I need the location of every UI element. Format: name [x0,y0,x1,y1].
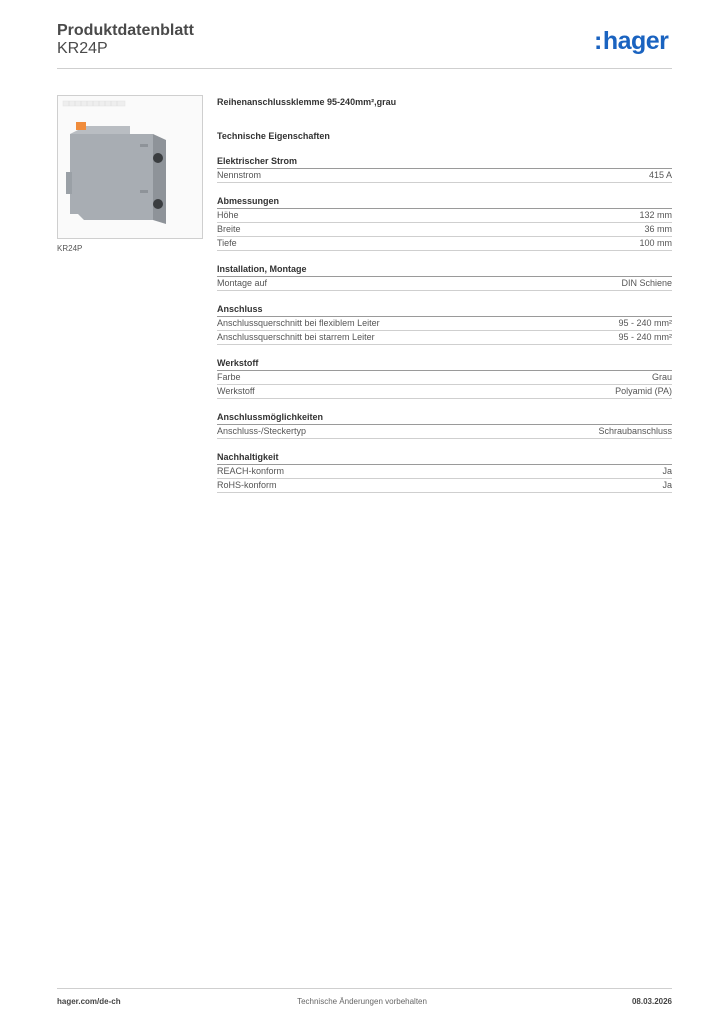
spec-label: Anschlussquerschnitt bei starrem Leiter [217,332,375,342]
product-description: Reihenanschlussklemme 95-240mm²,grau [217,97,397,107]
spec-row [217,237,672,251]
spec-value: 100 mm [639,238,672,248]
spec-value: 95 - 240 mm² [618,332,672,342]
spec-group-dimensions [217,195,672,251]
terminal-block-illustration [58,96,202,238]
spec-group-title: Elektrischer Strom [217,155,672,169]
spec-label: REACH-konform [217,466,285,476]
spec-row [217,223,672,237]
spec-row [217,209,672,223]
spec-row [217,465,672,479]
spec-label: RoHS-konform [217,480,277,490]
spec-row [217,169,672,183]
spec-group-connection [217,303,672,345]
spec-label: Montage auf [217,278,268,288]
spec-row [217,277,672,291]
spec-label: Tiefe [217,238,237,248]
spec-label: Anschlussquerschnitt bei flexiblem Leiter [217,318,380,328]
spec-group-title: Anschluss [217,303,672,317]
spec-value: 95 - 240 mm² [618,318,672,328]
spec-value: DIN Schiene [621,278,672,288]
spec-label: Breite [217,224,241,234]
spec-group-installation [217,263,672,291]
spec-group-electrical [217,155,672,183]
spec-label: Anschluss-/Steckertyp [217,426,307,436]
spec-label: Werkstoff [217,386,255,396]
footer-date: 08.03.2026 [631,997,672,1006]
spec-group-title: Werkstoff [217,357,672,371]
spec-value: Polyamid (PA) [615,386,672,396]
spec-row [217,331,672,345]
spec-group-title: Anschlussmöglichkeiten [217,411,672,425]
image-caption: KR24P [57,244,83,253]
spec-label: Farbe [217,372,241,382]
spec-group-title: Nachhaltigkeit [217,451,672,465]
spec-value: 415 A [648,170,672,180]
logo-colon-icon: : [594,27,602,55]
product-details [217,95,672,493]
product-code-subtitle: KR24P [57,40,108,57]
spec-group-title: Abmessungen [217,195,672,209]
spec-label: Nennstrom [217,170,262,180]
spec-label: Höhe [217,210,239,220]
spec-value: 132 mm [639,210,672,220]
spec-row [217,425,672,439]
spec-row [217,371,672,385]
spec-value: Schraubanschluss [598,426,672,436]
spec-group-connection-options [217,411,672,439]
footer-website-link[interactable]: hager.com/de-ch [57,997,121,1006]
footer-notice: Technische Änderungen vorbehalten [297,997,427,1006]
spec-row [217,479,672,493]
spec-value: Ja [662,466,672,476]
product-image [57,95,203,239]
spec-group-title: Installation, Montage [217,263,672,277]
page-title: Produktdatenblatt [57,22,194,39]
spec-row [217,385,672,399]
footer-divider [57,988,672,989]
logo-text: hager [602,27,669,55]
header-divider [57,68,672,69]
spec-value: 36 mm [644,224,672,234]
technical-heading: Technische Eigenschaften [217,131,330,141]
spec-value: Ja [662,480,672,490]
hager-logo [594,28,668,54]
spec-row [217,317,672,331]
spec-group-material [217,357,672,399]
spec-value: Grau [651,372,672,382]
spec-group-sustainability [217,451,672,493]
